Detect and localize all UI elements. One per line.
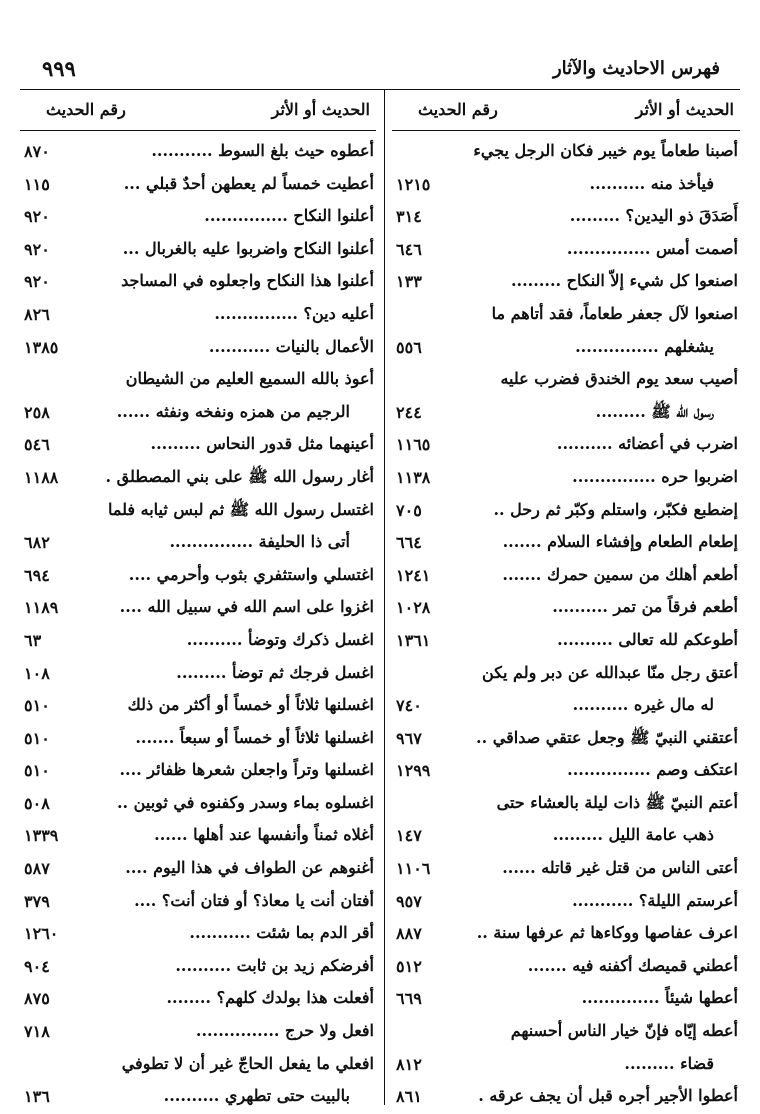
right-column: [392, 90, 740, 1113]
entry-text: أعلنوا النكاح واضربوا عليه بالغربال ...: [122, 238, 374, 258]
entry-text: قضاء .........: [624, 1053, 714, 1073]
entry-number: ٨٨٧: [396, 924, 422, 944]
index-entry: [20, 265, 376, 298]
index-entry: [392, 982, 740, 1015]
entry-text: اغسلنها ثلاثاً أو خمساً أو أكثر من ذلك: [127, 695, 374, 715]
entry-text: اغسلنها وتراً واجعلن شعرها ظفائر ....: [119, 760, 374, 780]
entry-number: ٩٢٠: [24, 207, 50, 227]
index-entry: [20, 1080, 376, 1113]
entry-number: ٦٦٩: [396, 989, 422, 1009]
entry-number: ٧١٨: [24, 1022, 50, 1042]
entry-text: أطعم فرقاً من تمر ..........: [552, 597, 738, 617]
entry-text: أغار رسول الله ﷺ على بني المصطلق .: [105, 466, 374, 486]
column-header-number: رقم الحديث: [46, 100, 126, 119]
column-divider: [384, 90, 385, 1105]
index-entry: [392, 819, 740, 852]
entry-number: ٨٧٠: [24, 142, 50, 161]
entry-number: ١٣٣: [396, 272, 422, 292]
entry-number: ٨١٢: [396, 1054, 422, 1074]
index-entry: [392, 885, 740, 918]
index-entry: [20, 624, 376, 657]
entry-number: ١١٨٨: [24, 467, 59, 487]
index-entry: [392, 852, 740, 885]
index-entry: [20, 787, 376, 820]
entry-number: ٧٠٥: [396, 500, 422, 520]
entry-number: ١٣٨٥: [24, 337, 59, 357]
index-entry: [20, 885, 376, 918]
entry-text: أعوذ بالله السميع العليم من الشيطان: [125, 369, 374, 389]
index-entry: [20, 852, 376, 885]
entry-text: أعتم النبيّ ﷺ ذات ليلة بالعشاء حتى: [496, 792, 738, 812]
entry-text: أقر الدم بما شئت ...........: [189, 923, 374, 943]
entry-number: ٩٥٧: [396, 891, 422, 911]
column-header-hadith: الحديث أو الأثر: [271, 100, 370, 119]
entry-number: ١١٠٦: [396, 859, 431, 879]
index-entry: [20, 331, 376, 364]
entry-number: ٩٢٠: [24, 239, 50, 259]
entry-number: ١١٨٩: [24, 598, 59, 618]
index-entry: [392, 559, 740, 592]
entry-text: إطعام الطعام وإفشاء السلام .......: [502, 532, 738, 552]
index-entry: [20, 689, 376, 722]
entry-text: أصبنا طعاماً يوم خيبر فكان الرجل يجيء: [473, 141, 738, 160]
entry-number: ٦٣: [24, 630, 42, 650]
entry-number: ٥٥٦: [396, 337, 422, 357]
entry-number: ٢٤٤: [396, 402, 422, 422]
entry-number: ١٤٧: [396, 826, 422, 846]
entry-text: اغزوا على اسم الله في سبيل الله ....: [119, 597, 374, 617]
index-entry: [392, 428, 740, 461]
index-entry: [20, 559, 376, 592]
right-entries: [392, 131, 740, 1113]
index-entry: [20, 363, 376, 396]
entry-text: اغسل ذكرك وتوضأ ..........: [186, 629, 374, 649]
entry-text: أفتان أنت يا معاذ؟ أو فتان أنت؟ ....: [134, 890, 374, 910]
index-entry: [392, 624, 740, 657]
index-entry: [392, 265, 740, 298]
entry-number: ٥٨٧: [24, 859, 50, 879]
index-entry: [392, 298, 740, 331]
entry-number: ١٢٦٠: [24, 924, 59, 944]
index-entry: [392, 657, 740, 690]
index-entry: [20, 657, 376, 690]
entry-number: ٥١٠: [24, 728, 50, 748]
left-column: [20, 90, 376, 1113]
entry-number: ١١٥: [24, 174, 50, 194]
index-entry: [392, 950, 740, 983]
index-entry: [392, 1080, 740, 1113]
page-number: ٩٩٩: [42, 56, 76, 81]
entry-text: أعطني قميصك أكفنه فيه .......: [527, 955, 738, 975]
index-entry: [20, 396, 376, 429]
entry-text: اغسلوه بماء وسدر وكفنوه في ثوبين ..: [116, 792, 374, 812]
entry-text: أفرضكم زيد بن ثابت ..........: [175, 955, 374, 975]
entry-text: افعلي ما يفعل الحاجّ غير أن لا تطوفي: [121, 1053, 374, 1073]
entry-text: أعطوه حيث بلغ السوط ...........: [151, 141, 374, 160]
entry-number: ٨٧٥: [24, 989, 50, 1009]
column-header-number: رقم الحديث: [418, 100, 498, 119]
entry-text: أتى ذا الحليفة ...............: [169, 532, 350, 552]
entry-number: ١٣٦: [24, 1087, 50, 1107]
index-entry: [392, 787, 740, 820]
index-entry: [392, 591, 740, 624]
index-entry: [392, 1015, 740, 1048]
index-entry: [392, 494, 740, 527]
entry-number: ٧٤٠: [396, 696, 422, 716]
entry-number: ٢٥٨: [24, 402, 50, 422]
entry-text: اضربوا حره ...............: [572, 466, 738, 486]
entry-text: أعتى الناس من قتل غير قاتله ......: [502, 858, 738, 878]
entry-text: أعطيت خمساً لم يعطهن أحدٌ قبلي ...: [123, 173, 374, 193]
entry-number: ٩٢٠: [24, 272, 50, 292]
entry-text: أعرستم الليلة؟ ...........: [572, 890, 738, 910]
entry-number: ١٠٨: [24, 663, 50, 683]
entry-number: ١٣٣٩: [24, 826, 59, 846]
entry-text: اغتسل رسول الله ﷺ ثم لبس ثيابه فلما: [107, 499, 374, 519]
entry-text: افعل ولا حرج ...............: [195, 1021, 374, 1041]
index-entry: [392, 396, 740, 429]
index-entry: [392, 1048, 740, 1081]
entry-text: أعتقني النبيّ ﷺ وجعل عتقي صداقي ..: [476, 727, 738, 747]
entry-number: ٦٩٤: [24, 565, 50, 585]
index-entry: [20, 200, 376, 233]
entry-number: ٥١٠: [24, 761, 50, 781]
index-entry: [20, 950, 376, 983]
index-entry: [20, 233, 376, 266]
entry-number: ٩٠٤: [24, 956, 50, 976]
entry-text: يشغلهم ...............: [575, 336, 714, 356]
index-entry: [392, 917, 740, 950]
entry-text: اصنعوا كل شيء إلاّ النكاح .........: [510, 271, 738, 291]
entry-number: ١١٦٥: [396, 435, 431, 455]
entry-number: ٦٦٤: [396, 533, 422, 553]
index-entry: [20, 135, 376, 168]
entry-number: ٦٤٦: [396, 239, 422, 259]
index-entry: [392, 461, 740, 494]
entry-text: إضطبع فكبّر، واستلم وكبّر ثم رحل ..: [493, 499, 738, 519]
entry-text: أعطوا الأجير أجره قبل أن يجف عرقه .: [478, 1086, 738, 1106]
entry-number: ١٣٦١: [396, 630, 431, 650]
page-header: [0, 0, 760, 90]
index-entry: [20, 298, 376, 331]
index-entry: [392, 689, 740, 722]
entry-text: الأعمال بالنيات ...........: [208, 336, 374, 356]
page-title: فهرس الاحاديث والآثار: [552, 58, 720, 79]
index-entry: [20, 461, 376, 494]
entry-number: ٨٦١: [396, 1087, 422, 1107]
entry-text: أغنوهم عن الطواف في هذا اليوم ....: [125, 858, 374, 878]
index-entry: [392, 233, 740, 266]
entry-text: أعلنوا هذا النكاح واجعلوه في المساجد: [121, 271, 374, 291]
entry-number: ١٠٢٨: [396, 598, 431, 618]
entry-text: ذهب عامة الليل .........: [552, 825, 714, 845]
left-entries: [20, 131, 376, 1113]
entry-text: اغسلنها ثلاثاً أو خمساً أو سبعاً .......: [135, 727, 374, 747]
index-entry: [20, 428, 376, 461]
index-entry: [20, 168, 376, 201]
entry-number: ١١٣٨: [396, 467, 431, 487]
index-entry: [392, 722, 740, 755]
index-entry: [20, 754, 376, 787]
entry-text: اعرف عفاصها ووكاءها ثم عرفها سنة ..: [476, 923, 738, 943]
entry-text: أطعم أهلك من سمين حمرك .......: [502, 564, 738, 584]
entry-text: أعينهما مثل قدور النحاس .........: [150, 434, 374, 454]
entry-number: ٥٠٨: [24, 793, 50, 813]
entry-text: رسول الله ﷺ .........: [595, 401, 714, 421]
index-entry: [20, 819, 376, 852]
index-entry: [20, 1048, 376, 1081]
entry-text: فيأخذ منه ..........: [589, 173, 714, 193]
entry-number: ٥١٠: [24, 696, 50, 716]
index-entry: [392, 526, 740, 559]
index-entry: [392, 331, 740, 364]
entry-text: أعلنوا النكاح ...............: [204, 206, 374, 226]
entry-number: ٥١٢: [396, 956, 422, 976]
entry-number: ٩٦٧: [396, 728, 422, 748]
index-entry: [20, 722, 376, 755]
index-entry: [20, 1015, 376, 1048]
entry-number: ٨٢٦: [24, 304, 50, 324]
index-entry: [392, 754, 740, 787]
index-entry: [20, 982, 376, 1015]
index-entry: [392, 168, 740, 201]
entry-text: أعليه دين؟ ...............: [214, 303, 374, 323]
entry-text: اغسل فرجك ثم توضأ .........: [176, 662, 374, 682]
entry-text: أعطه إيّاه فإنّ خيار الناس أحسنهم: [510, 1021, 738, 1041]
entry-number: ١٢٤١: [396, 565, 431, 585]
entry-text: أصيب سعد يوم الخندق فضرب عليه: [500, 369, 738, 389]
index-entry: [20, 917, 376, 950]
entry-text: أعطها شيئاً ..............: [581, 988, 738, 1008]
entry-text: له مال غيره ..........: [572, 695, 714, 715]
entry-number: ١٢١٥: [396, 174, 431, 194]
entry-number: ٣١٤: [396, 207, 422, 227]
index-entry: [392, 363, 740, 396]
entry-text: اضرب في أعضائه ..........: [556, 434, 738, 454]
left-column-header: [20, 90, 376, 131]
entry-text: أفعلت هذا بولدك كلهم؟ ........: [166, 988, 374, 1008]
entry-text: أغلاه ثمناً وأنفسها عند أهلها ......: [154, 825, 374, 845]
entry-text: أصمت أمس ...............: [566, 238, 738, 258]
index-entry: [20, 494, 376, 527]
entry-text: اغتسلي واستثفري بثوب وأحرمي ....: [128, 564, 374, 584]
right-column-header: [392, 90, 740, 131]
entry-number: ٦٨٢: [24, 533, 50, 553]
entry-text: اصنعوا لآل جعفر طعاماً، فقد أتاهم ما: [491, 303, 738, 323]
entry-number: ٥٤٦: [24, 435, 50, 455]
entry-number: ١٢٩٩: [396, 761, 431, 781]
column-header-hadith: الحديث أو الأثر: [635, 100, 734, 119]
index-entry: [20, 526, 376, 559]
entry-text: اعتكف وصم ...............: [567, 760, 738, 780]
entry-text: أَصَدَقَ ذو اليدين؟ .........: [569, 206, 738, 226]
entry-text: أعتق رجل منّا عبدالله عن دبر ولم يكن: [482, 662, 738, 682]
index-entry: [392, 200, 740, 233]
entry-number: ٣٧٩: [24, 891, 50, 911]
entry-text: بالبيت حتى تطهري ..........: [163, 1086, 350, 1106]
index-entry: [20, 591, 376, 624]
entry-text: الرجيم من همزه ونفخه ونفثه ......: [116, 401, 350, 421]
index-entry: [392, 135, 740, 168]
entry-text: أطوعكم لله تعالى ..........: [557, 629, 738, 649]
